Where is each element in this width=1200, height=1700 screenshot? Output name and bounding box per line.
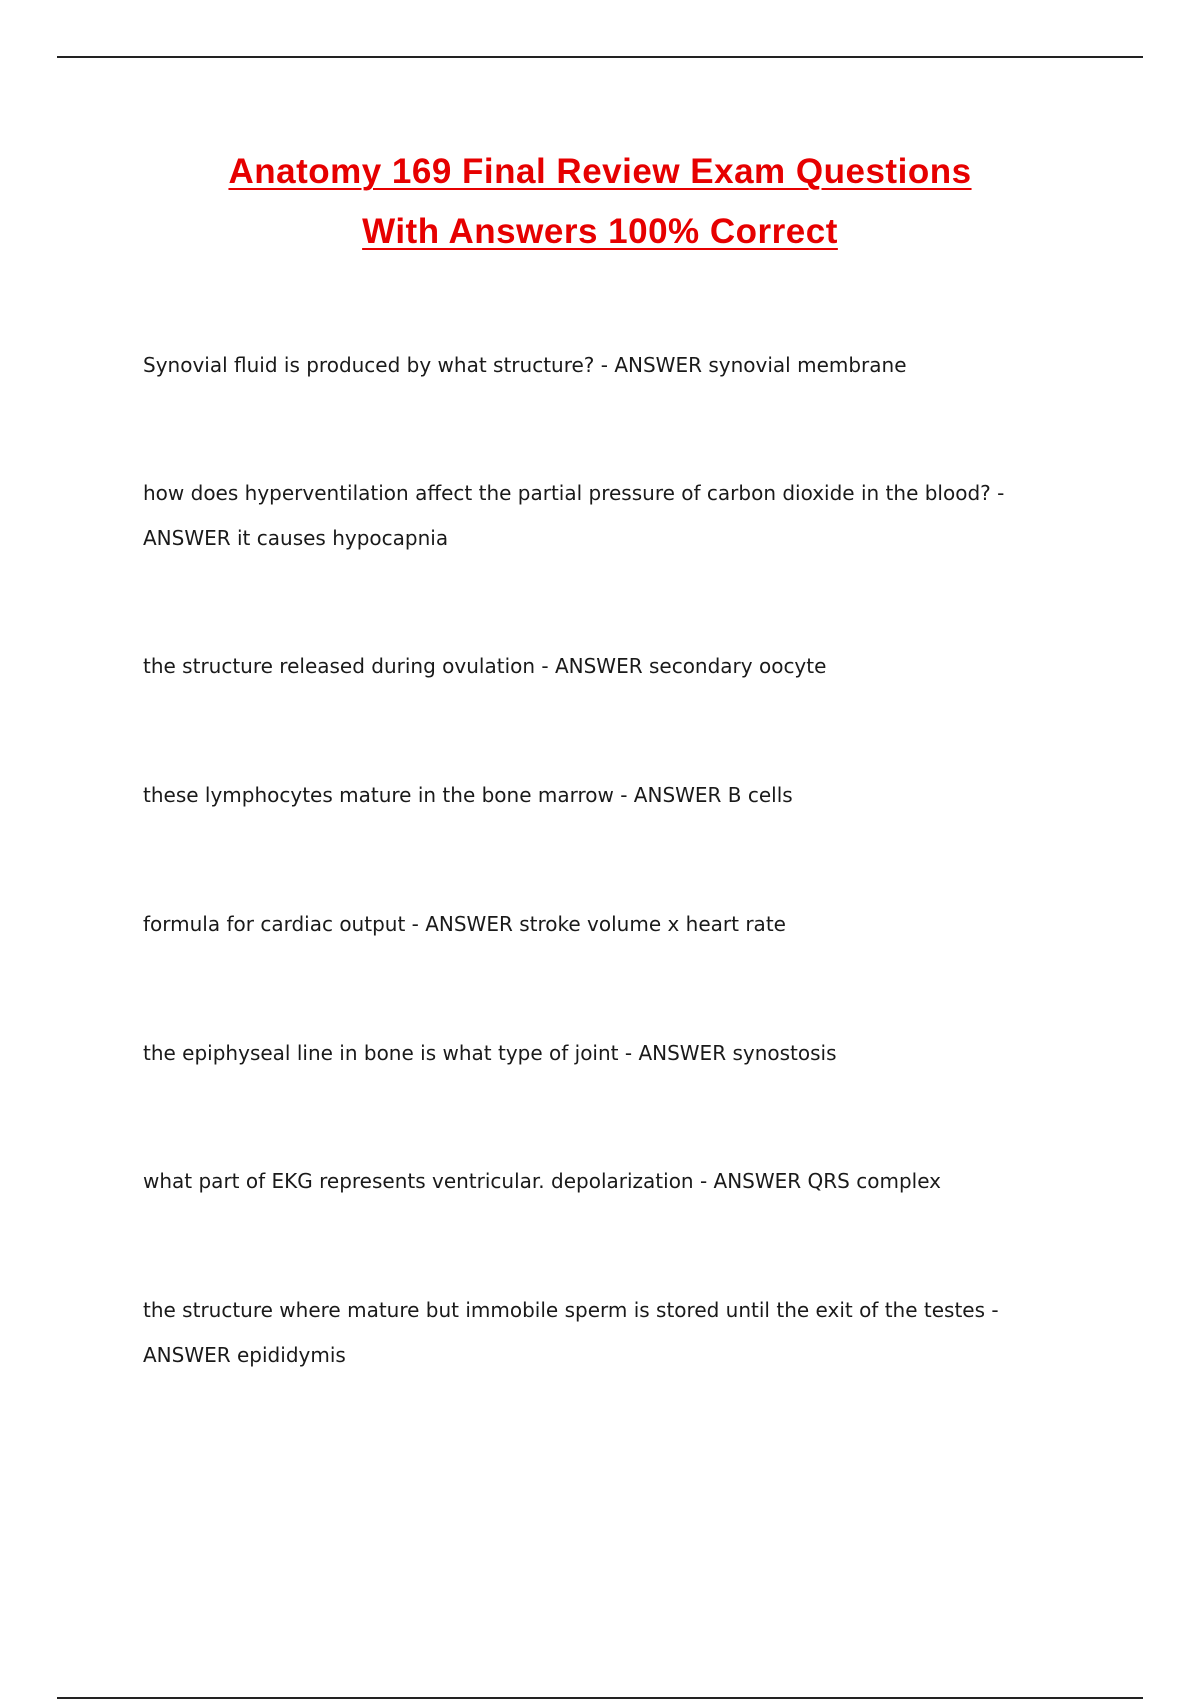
qa-item: Synovial fluid is produced by what structure? - ANSWER synovial membrane [143, 353, 907, 377]
qa-item: the structure released during ovulation - ANSWER secondary oocyte [143, 654, 827, 678]
qa-item: the structure where mature but immobile sperm is stored until the exit of the testes - ANSWER epididymis [143, 1298, 999, 1367]
top-rule [57, 56, 1143, 58]
title-line-2: With Answers 100% Correct [362, 212, 838, 251]
title-line-1: Anatomy 169 Final Review Exam Questions [228, 152, 972, 191]
bottom-rule [57, 1697, 1143, 1699]
qa-item: these lymphocytes mature in the bone marrow - ANSWER B cells [143, 783, 793, 807]
qa-item: the epiphyseal line in bone is what type of joint - ANSWER synostosis [143, 1041, 837, 1065]
qa-item: how does hyperventilation affect the partial pressure of carbon dioxide in the blood? - ANSWER it causes hypocapnia [143, 481, 1005, 550]
qa-item: what part of EKG represents ventricular. depolarization - ANSWER QRS complex [143, 1169, 941, 1193]
qa-item: formula for cardiac output - ANSWER stroke volume x heart rate [143, 912, 786, 936]
